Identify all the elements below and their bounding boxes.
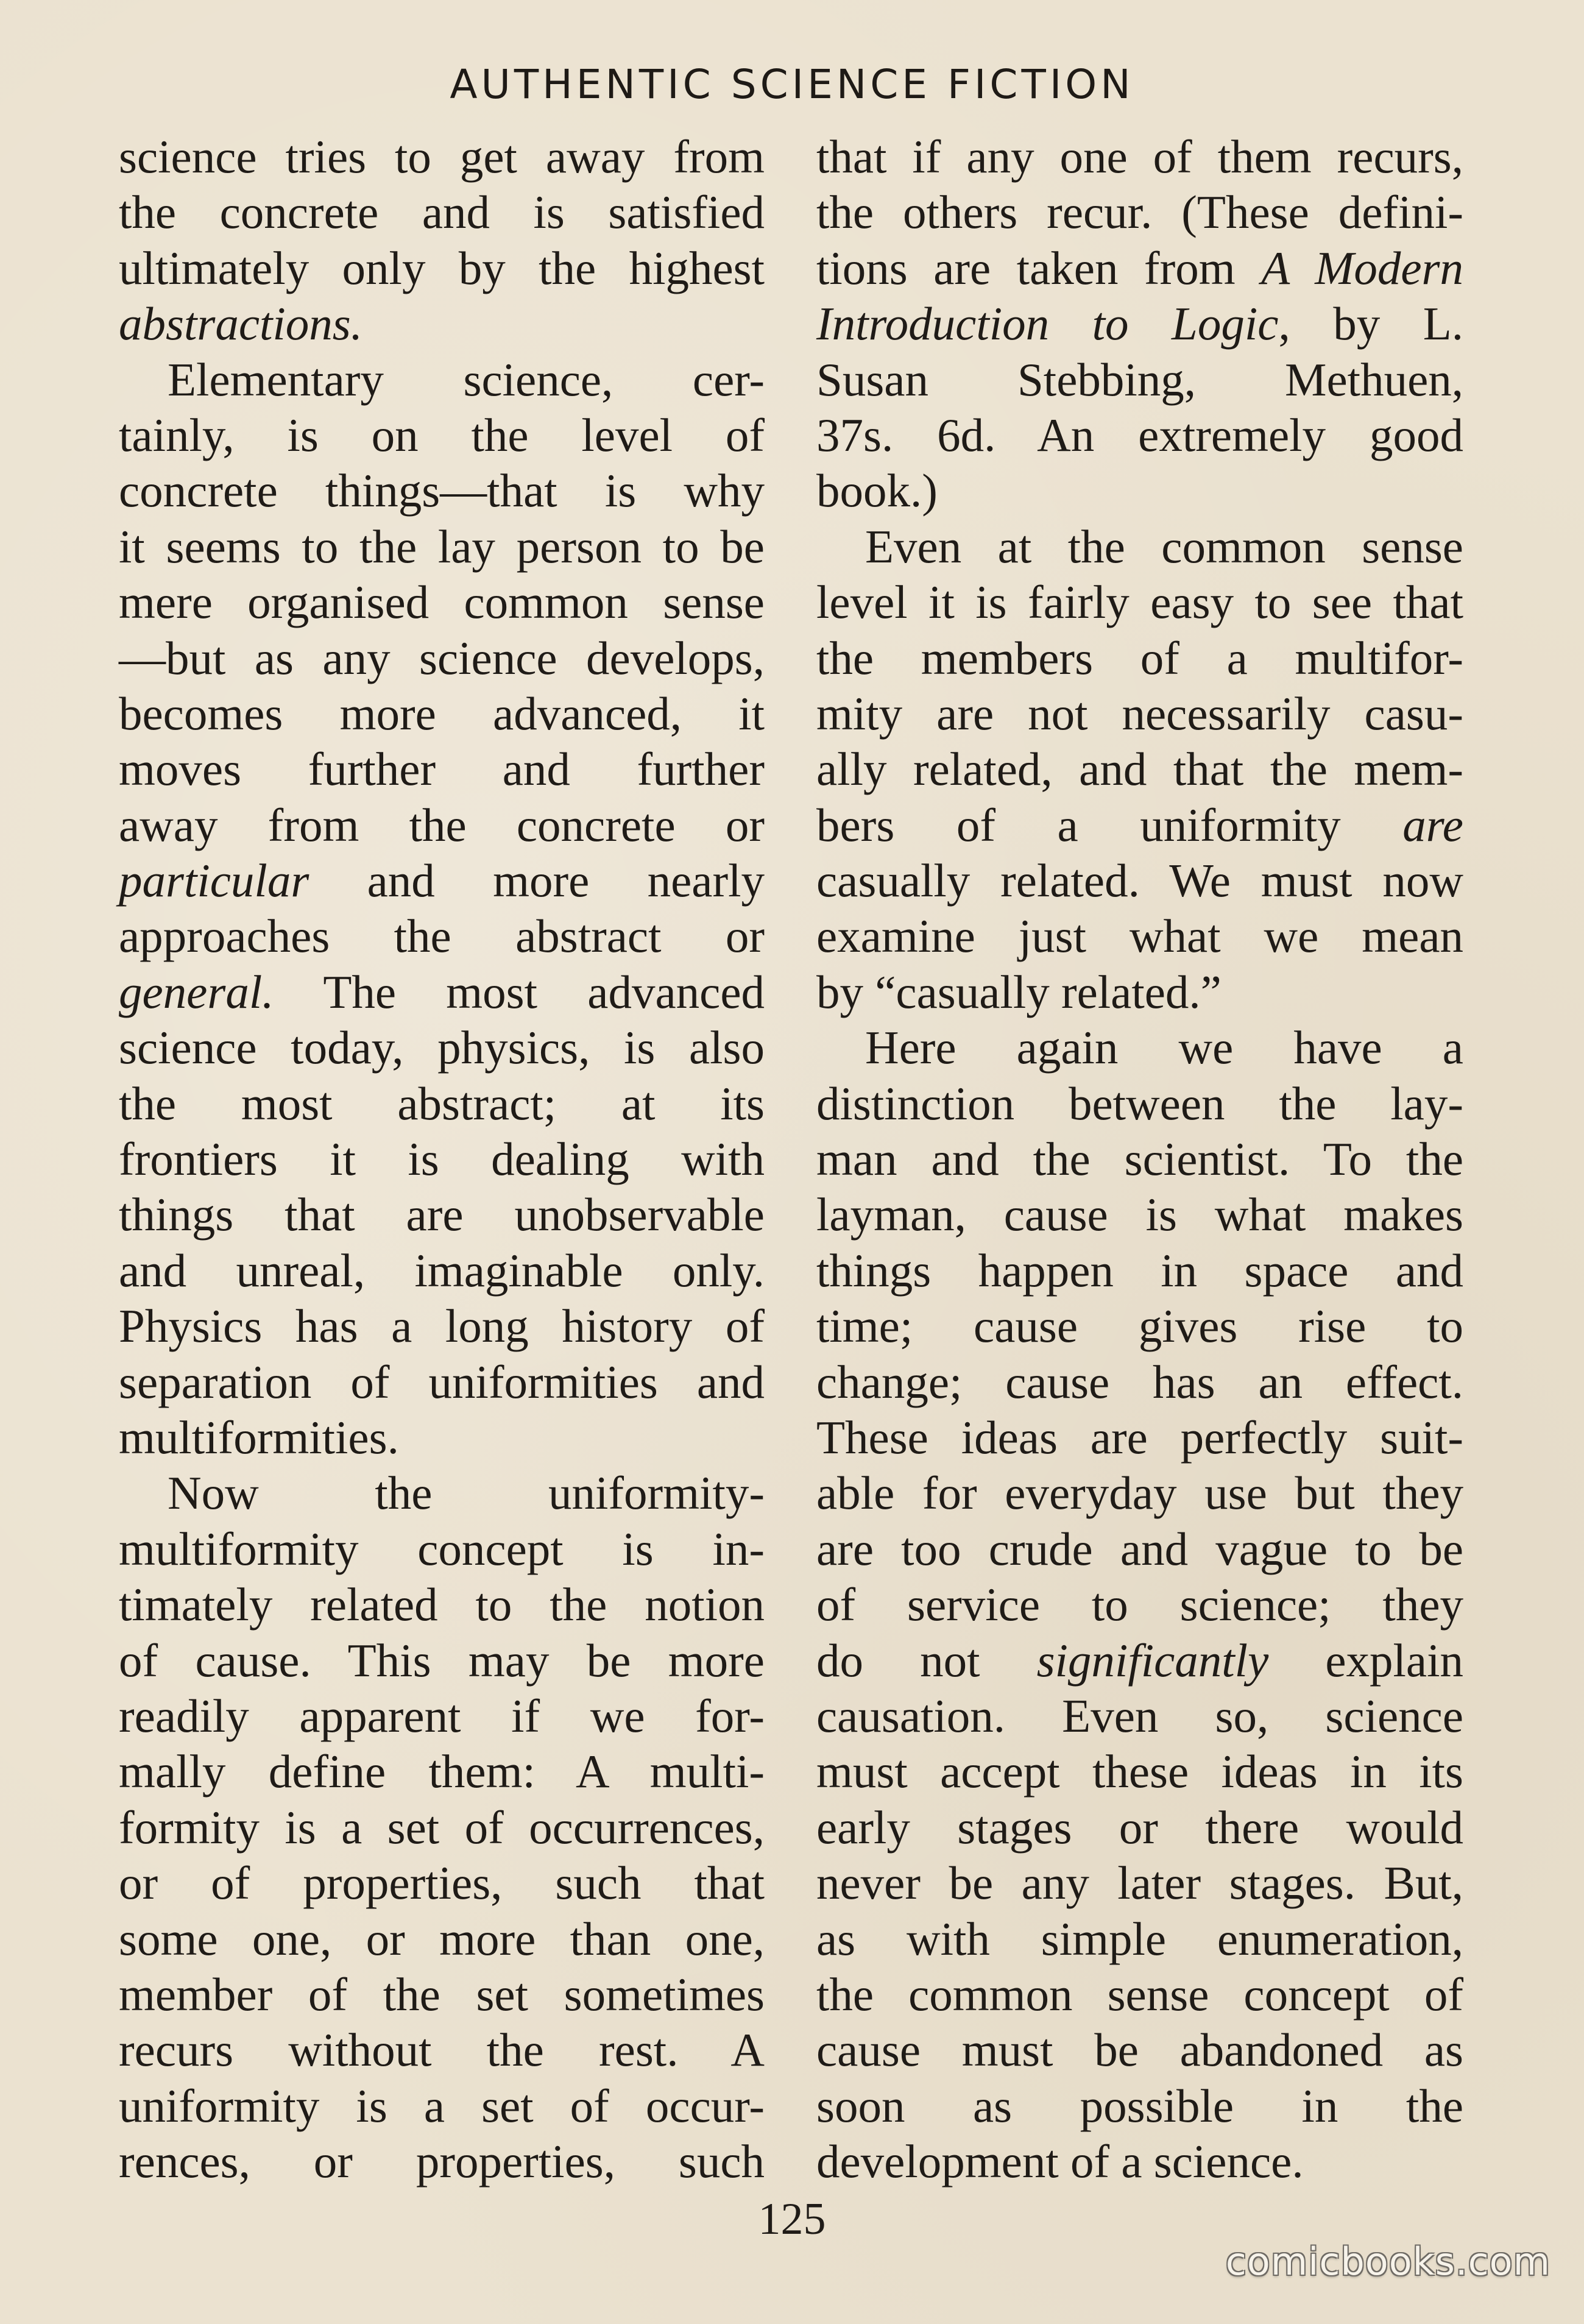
italic-phrase: significantly bbox=[1036, 1634, 1269, 1687]
line-text: mere organised common sense bbox=[119, 576, 765, 629]
text-line bbox=[816, 2078, 1463, 2134]
line-text: approaches the abstract or bbox=[119, 910, 765, 963]
text-line bbox=[119, 1465, 765, 1521]
line-text: science tries to get away from bbox=[119, 130, 765, 183]
line-text: Elementary science, cer- bbox=[168, 353, 765, 406]
line-text: must accept these ideas in its bbox=[816, 1745, 1463, 1798]
line-text: Here again we have a bbox=[865, 1021, 1463, 1074]
line-text: layman, cause is what makes bbox=[816, 1188, 1463, 1241]
text-line bbox=[119, 631, 765, 686]
line-text: Susan Stebbing, Methuen, bbox=[816, 353, 1463, 406]
left-text-column bbox=[119, 129, 765, 2189]
line-text: casually related. We must now bbox=[816, 854, 1463, 907]
line-text: explain bbox=[1268, 1634, 1463, 1687]
line-text: some one, or more than one, bbox=[119, 1912, 765, 1965]
line-text: Even at the common sense bbox=[865, 520, 1463, 573]
italic-phrase: particular bbox=[119, 854, 309, 907]
line-text: soon as possible in the bbox=[816, 2079, 1463, 2132]
text-line bbox=[816, 1243, 1463, 1298]
line-text: member of the set sometimes bbox=[119, 1968, 765, 2021]
text-line bbox=[816, 408, 1463, 463]
text-line bbox=[816, 1855, 1463, 1911]
line-text: examine just what we mean bbox=[816, 910, 1463, 963]
line-text: and more nearly bbox=[309, 854, 765, 907]
line-text: able for everyday use but they bbox=[816, 1467, 1463, 1520]
line-text: of service to science; they bbox=[816, 1578, 1463, 1631]
line-text: , by L. bbox=[1278, 297, 1464, 350]
text-line bbox=[119, 1298, 765, 1354]
text-line bbox=[816, 1076, 1463, 1132]
text-line bbox=[119, 519, 765, 575]
text-line bbox=[119, 296, 765, 352]
text-line bbox=[816, 1132, 1463, 1187]
line-text: rences, or properties, such bbox=[119, 2135, 765, 2188]
text-line bbox=[816, 631, 1463, 686]
line-text: away from the concrete or bbox=[119, 798, 765, 851]
text-line bbox=[816, 1577, 1463, 1632]
line-text: never be any later stages. But, bbox=[816, 1857, 1463, 1910]
text-line bbox=[816, 909, 1463, 964]
text-line bbox=[119, 1187, 765, 1242]
text-line bbox=[816, 798, 1463, 853]
line-text: man and the scientist. To the bbox=[816, 1133, 1463, 1186]
line-text: ally related, and that the mem- bbox=[816, 743, 1463, 796]
text-line bbox=[816, 1688, 1463, 1744]
text-line bbox=[119, 1633, 765, 1688]
text-line bbox=[119, 185, 765, 240]
text-line bbox=[816, 1744, 1463, 1799]
text-line bbox=[816, 2022, 1463, 2078]
line-text: it seems to the lay person to be bbox=[119, 520, 765, 573]
line-text: that if any one of them recurs, bbox=[816, 130, 1463, 183]
text-line bbox=[119, 909, 765, 964]
text-line bbox=[816, 853, 1463, 909]
text-line bbox=[816, 1911, 1463, 1967]
line-text: multiformities. bbox=[119, 1411, 399, 1464]
line-text: the others recur. (These defini- bbox=[816, 186, 1463, 239]
text-line bbox=[816, 2134, 1463, 2189]
line-text: formity is a set of occurrences, bbox=[119, 1801, 765, 1854]
text-line bbox=[119, 1967, 765, 2022]
text-line bbox=[119, 463, 765, 519]
italic-phrase: A Modern bbox=[1261, 241, 1463, 294]
line-text: becomes more advanced, it bbox=[119, 687, 765, 740]
line-text: distinction between the lay- bbox=[816, 1077, 1463, 1130]
text-line bbox=[119, 686, 765, 742]
text-line bbox=[119, 1522, 765, 1577]
italic-phrase: are bbox=[1402, 798, 1463, 851]
text-line bbox=[119, 742, 765, 797]
text-line bbox=[119, 798, 765, 853]
text-line bbox=[119, 1855, 765, 1911]
text-line bbox=[119, 241, 765, 296]
text-line bbox=[816, 686, 1463, 742]
text-line bbox=[816, 1355, 1463, 1410]
line-text: The most advanced bbox=[274, 965, 765, 1018]
italic-phrase: Introduction to Logic bbox=[816, 297, 1279, 350]
line-text: causation. Even so, science bbox=[816, 1689, 1463, 1742]
text-line bbox=[816, 965, 1463, 1020]
line-text: or of properties, such that bbox=[119, 1857, 765, 1910]
line-text: 37s. 6d. An extremely good bbox=[816, 408, 1463, 461]
line-text: uniformity is a set of occur- bbox=[119, 2079, 765, 2132]
line-text: Physics has a long history of bbox=[119, 1300, 765, 1353]
text-line bbox=[119, 2022, 765, 2078]
line-text: tions are taken from bbox=[816, 241, 1262, 294]
watermark-logo: comicbooks.com bbox=[1225, 2239, 1550, 2284]
line-text: time; cause gives rise to bbox=[816, 1300, 1463, 1353]
text-line bbox=[816, 1410, 1463, 1465]
line-text: the most abstract; at its bbox=[119, 1077, 765, 1130]
line-text: ultimately only by the highest bbox=[119, 241, 765, 294]
line-text: change; cause has an effect. bbox=[816, 1355, 1463, 1408]
line-text: abstractions. bbox=[119, 297, 363, 350]
line-text: are too crude and vague to be bbox=[816, 1522, 1463, 1575]
text-line bbox=[119, 1911, 765, 1967]
text-line bbox=[119, 1688, 765, 1744]
text-line bbox=[816, 463, 1463, 519]
line-text: tainly, is on the level of bbox=[119, 408, 765, 461]
text-line bbox=[119, 853, 765, 909]
line-text: things that are unobservable bbox=[119, 1188, 765, 1241]
text-line bbox=[119, 1243, 765, 1298]
text-line bbox=[816, 1800, 1463, 1855]
right-text-column bbox=[816, 129, 1463, 2189]
text-line bbox=[119, 352, 765, 408]
text-line bbox=[119, 1020, 765, 1075]
text-line bbox=[816, 1967, 1463, 2022]
line-text: mally define them: A multi- bbox=[119, 1745, 765, 1798]
text-line bbox=[816, 185, 1463, 240]
line-text: —but as any science develops, bbox=[119, 631, 765, 684]
line-text: science today, physics, is also bbox=[119, 1021, 765, 1074]
line-text: as with simple enumeration, bbox=[816, 1912, 1463, 1965]
italic-phrase: general. bbox=[119, 965, 274, 1018]
line-text: These ideas are perfectly suit- bbox=[816, 1411, 1463, 1464]
line-text: multiformity concept is in- bbox=[119, 1522, 765, 1575]
line-text: the common sense concept of bbox=[816, 1968, 1463, 2021]
line-text: moves further and further bbox=[119, 743, 765, 796]
text-line bbox=[119, 1132, 765, 1187]
line-text: things happen in space and bbox=[816, 1244, 1463, 1297]
text-line bbox=[816, 1633, 1463, 1688]
line-text: by “casually related.” bbox=[816, 965, 1222, 1018]
line-text: timately related to the notion bbox=[119, 1578, 765, 1631]
line-text: concrete things—that is why bbox=[119, 464, 765, 517]
text-line bbox=[119, 2134, 765, 2189]
line-text: readily apparent if we for- bbox=[119, 1689, 765, 1742]
text-line bbox=[816, 1187, 1463, 1242]
text-line bbox=[816, 129, 1463, 185]
line-text: level it is fairly easy to see that bbox=[816, 576, 1463, 629]
text-line bbox=[816, 1465, 1463, 1521]
text-line bbox=[816, 1020, 1463, 1075]
text-line bbox=[119, 129, 765, 185]
line-text: the concrete and is satisfied bbox=[119, 186, 765, 239]
line-text: do not bbox=[816, 1634, 1037, 1687]
text-line bbox=[119, 575, 765, 630]
line-text: recurs without the rest. A bbox=[119, 2024, 765, 2077]
line-text: of cause. This may be more bbox=[119, 1634, 765, 1687]
text-line bbox=[119, 408, 765, 463]
line-text: development of a science. bbox=[816, 2135, 1304, 2188]
line-text: frontiers it is dealing with bbox=[119, 1133, 765, 1186]
line-text: cause must be abandoned as bbox=[816, 2024, 1463, 2077]
text-line bbox=[816, 296, 1463, 352]
text-line bbox=[816, 352, 1463, 408]
text-line bbox=[119, 1076, 765, 1132]
line-text: Now the uniformity- bbox=[168, 1467, 765, 1520]
text-line bbox=[816, 1522, 1463, 1577]
text-line bbox=[119, 965, 765, 1020]
text-line bbox=[119, 1800, 765, 1855]
text-line bbox=[119, 1577, 765, 1632]
line-text: separation of uniformities and bbox=[119, 1355, 765, 1408]
text-line bbox=[119, 1410, 765, 1465]
text-line bbox=[816, 742, 1463, 797]
page-number: 125 bbox=[758, 2194, 826, 2244]
text-line bbox=[816, 1298, 1463, 1354]
text-line bbox=[119, 2078, 765, 2134]
line-text: the members of a multifor- bbox=[816, 631, 1463, 684]
line-text: mity are not necessarily casu- bbox=[816, 687, 1463, 740]
line-text: early stages or there would bbox=[816, 1801, 1463, 1854]
line-text: bers of a uniformity bbox=[816, 798, 1403, 851]
text-line bbox=[119, 1744, 765, 1799]
text-line bbox=[816, 575, 1463, 630]
text-line bbox=[816, 241, 1463, 296]
line-text: book.) bbox=[816, 464, 938, 517]
running-head: AUTHENTIC SCIENCE FICTION bbox=[450, 61, 1134, 108]
text-line bbox=[119, 1355, 765, 1410]
text-line bbox=[816, 519, 1463, 575]
line-text: and unreal, imaginable only. bbox=[119, 1244, 765, 1297]
